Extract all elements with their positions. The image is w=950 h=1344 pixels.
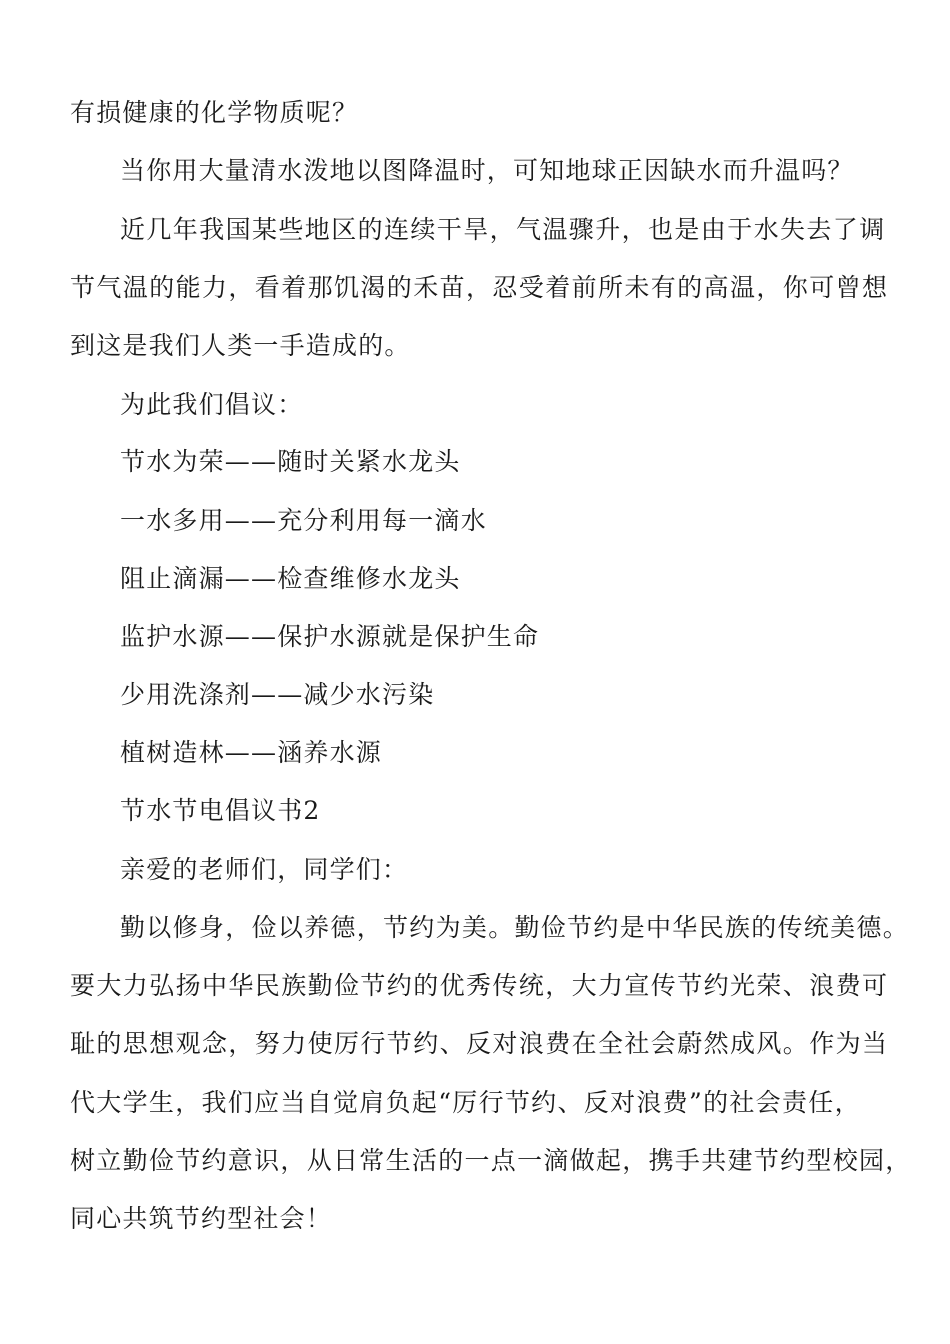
proposal-item: 阻止滴漏——检查维修水龙头 xyxy=(120,564,461,593)
paragraph-line: 到这是我们人类一手造成的。 xyxy=(70,331,411,360)
paragraph-line: 树立勤俭节约意识，从日常生活的一点一滴做起，携手共建节约型校园， xyxy=(70,1146,912,1175)
proposal-item: 植树造林——涵养水源 xyxy=(120,738,383,767)
paragraph-line: 代大学生，我们应当自觉肩负起“厉行节约、反对浪费”的社会责任， xyxy=(70,1088,861,1117)
proposal-item: 节水为荣——随时关紧水龙头 xyxy=(120,447,461,476)
paragraph-line: 为此我们倡议： xyxy=(120,390,304,419)
proposal-item: 一水多用——充分利用每一滴水 xyxy=(120,506,487,535)
proposal-item: 少用洗涤剂——减少水污染 xyxy=(120,680,435,709)
paragraph-line: 勤以修身，俭以养德，节约为美。勤俭节约是中华民族的传统美德。 xyxy=(120,913,910,942)
paragraph-line: 有损健康的化学物质呢？ xyxy=(70,98,359,127)
paragraph-line: 节气温的能力，看着那饥渴的禾苗，忍受着前所未有的高温，你可曾想 xyxy=(70,273,889,302)
salutation: 亲爱的老师们，同学们： xyxy=(120,855,409,884)
paragraph-line: 近几年我国某些地区的连续干旱，气温骤升，也是由于水失去了调 xyxy=(120,215,886,244)
section-title: 节水节电倡议书2 xyxy=(120,796,321,825)
paragraph-line: 要大力弘扬中华民族勤俭节约的优秀传统，大力宣传节约光荣、浪费可 xyxy=(70,971,889,1000)
paragraph-line: 耻的思想观念，努力使厉行节约、反对浪费在全社会蔚然成风。作为当 xyxy=(70,1029,889,1058)
paragraph-line: 当你用大量清水泼地以图降温时，可知地球正因缺水而升温吗？ xyxy=(120,156,854,185)
paragraph-line: 同心共筑节约型社会！ xyxy=(70,1204,333,1233)
proposal-item: 监护水源——保护水源就是保护生命 xyxy=(120,622,540,651)
